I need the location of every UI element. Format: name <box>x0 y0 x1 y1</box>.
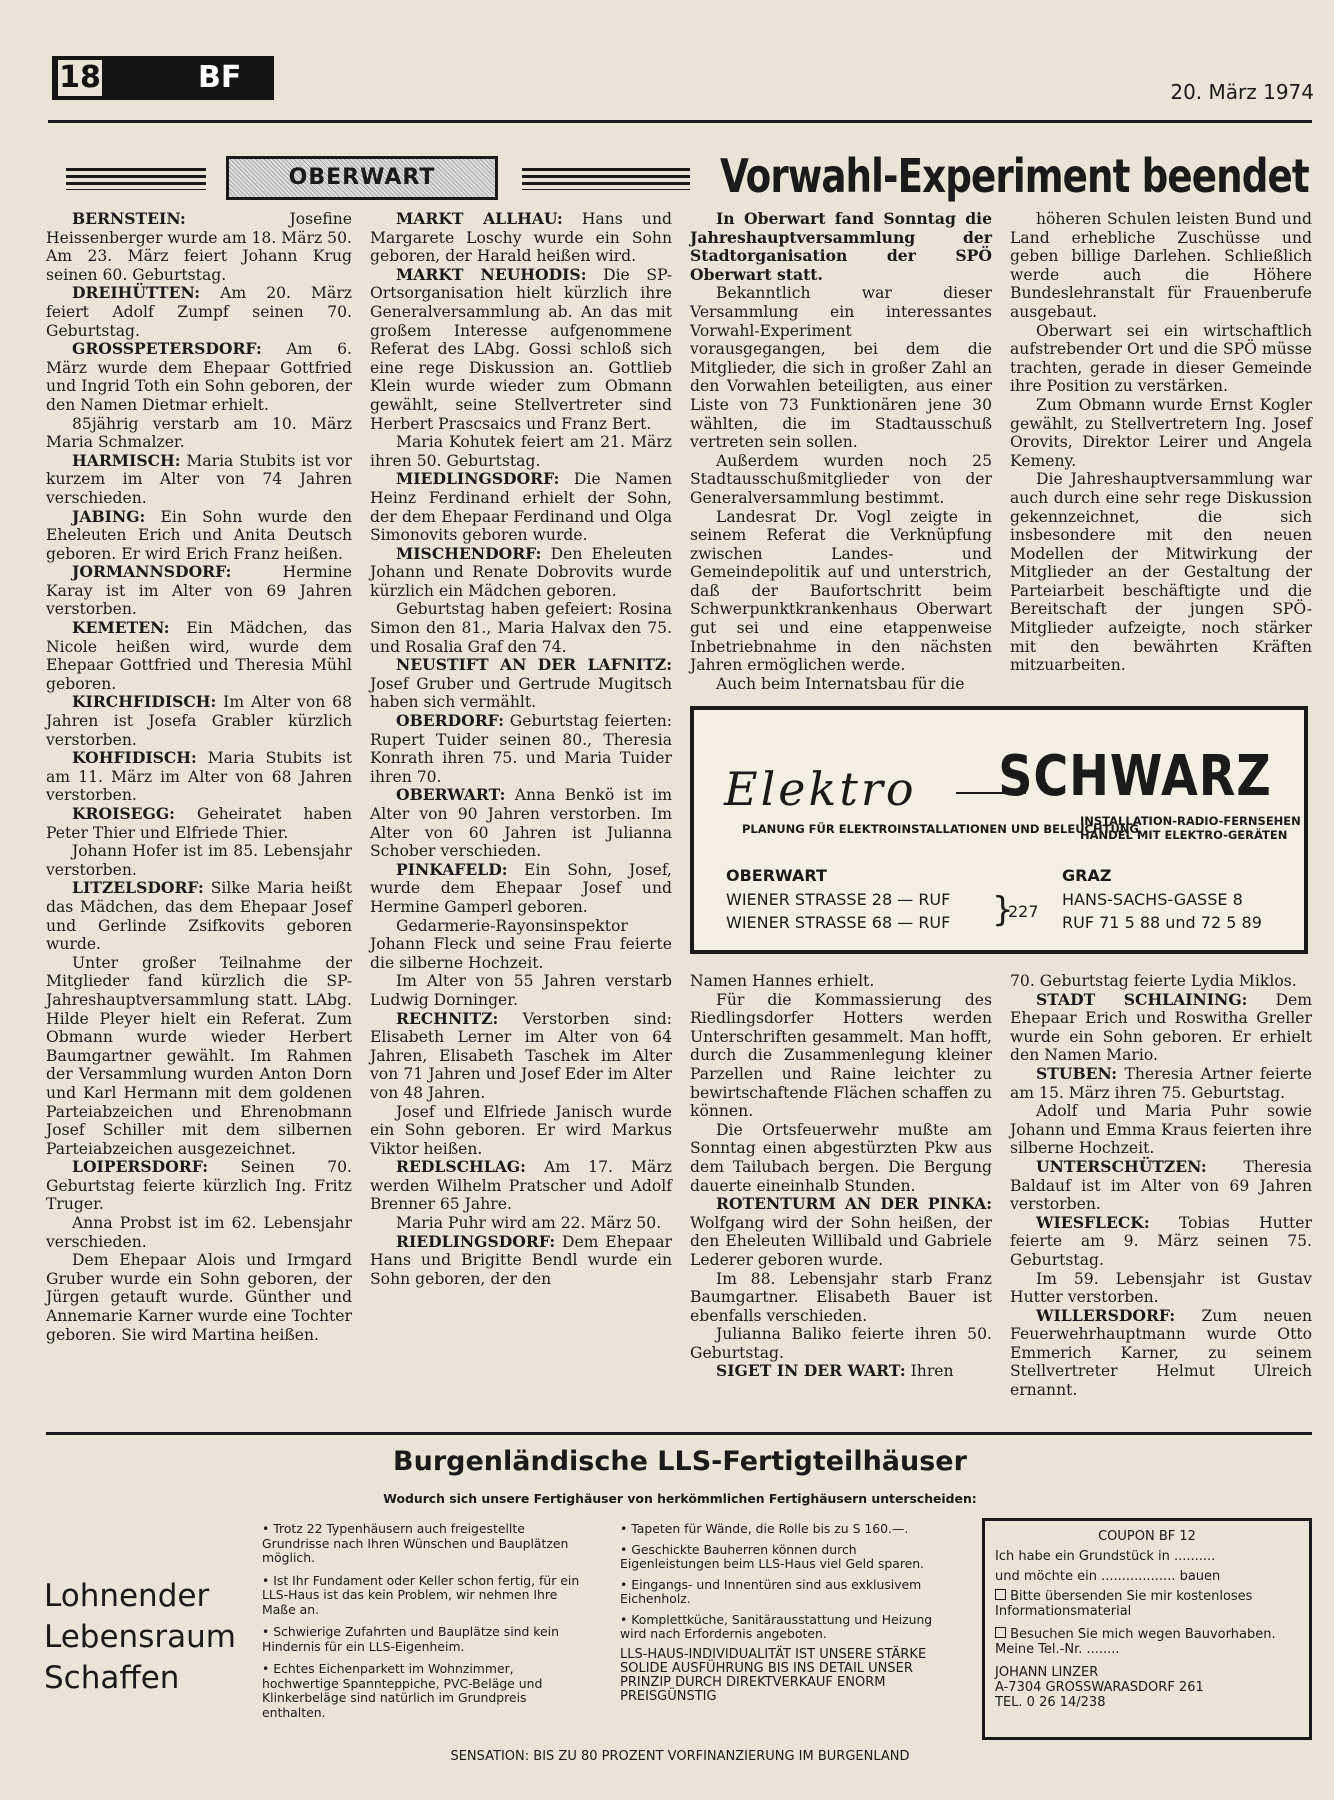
paragraph <box>690 1270 992 1326</box>
slogan-line-2: Lebensraum <box>44 1619 236 1655</box>
coupon-box <box>982 1518 1312 1740</box>
paragraph-text: Landesrat Dr. Vogl zeigte in seinem Referat die Verknüpfung zwischen Landes- und Gemeindepolitik auf und unterstrich, daß der Baufortschritt beim Schwerpunktkrankenhaus Oberwart gut sei und eine etappenweise Inbetriebnahme in den nächsten Jahren ermöglichen werde. <box>690 507 992 675</box>
paragraph <box>370 1158 672 1214</box>
place-name: RIEDLINGSDORF: <box>396 1231 556 1251</box>
lls-footer: SENSATION: BIS ZU 80 PROZENT VORFINANZIERUNG IM BURGENLAND <box>450 1749 910 1764</box>
paragraph-text: Tobias Hutter feierte am 9. März seinen 75. Geburtstag. <box>1010 1213 1312 1269</box>
paragraph <box>370 266 672 433</box>
paragraph <box>46 284 352 340</box>
paragraph <box>370 1233 672 1289</box>
ad-left-line-2: WIENER STRASSE 68 — RUF <box>726 913 951 932</box>
paragraph <box>1010 972 1312 991</box>
checkbox-icon <box>995 1589 1006 1600</box>
paragraph-text: Maria Stubits ist vor kurzem im Alter von 74 Jahren verschieden. <box>46 451 352 507</box>
place-name: KOHFIDISCH: <box>72 748 197 768</box>
paragraph <box>46 340 352 414</box>
paragraph-text: Josefine Heissenberger wurde am 18. März 50. Am 23. März feiert Johann Krug seinen 60. Geburtstag. <box>46 210 352 284</box>
paragraph-text: Anna Benkö ist im Alter von 90 Jahren verstorben. Im Alter von 60 Jahren ist Julianna Schober verschieden. <box>370 786 672 861</box>
place-name: UNTERSCHÜTZEN: <box>1036 1156 1207 1176</box>
paragraph-text: 70. Geburtstag feierte Lydia Miklos. <box>1010 972 1297 990</box>
place-name: SIGET IN DER WART: <box>716 1361 906 1381</box>
list-item: • Geschickte Bauherren können durch Eigenleistungen beim LLS-Haus viel Geld sparen. <box>620 1541 925 1571</box>
coupon-address-1: JOHANN LINZER <box>995 1665 1099 1680</box>
paragraph-text: Adolf und Maria Puhr sowie Johann und Emma Kraus feierten ihre silberne Hochzeit. <box>1010 1102 1312 1158</box>
place-name: DREIHÜTTEN: <box>72 283 200 303</box>
paragraph-text: Dem Ehepaar Alois und Irmgard Gruber wurde ein Sohn geboren, der Jürgen getauft wurde. Günther und Annemarie Karner wurde eine Tochter geboren. Sie wird Martina heißen. <box>46 1251 352 1344</box>
ad-right-city: GRAZ <box>1062 866 1112 885</box>
paragraph-text: Bekanntlich war dieser Versammlung ein interessantes Vorwahl-Experiment vorausgegangen, bei dem die Mitglieder, die sich in großer Zahl an den Vorwahlen beteiligten, aus einer Liste von 73 Funktionären jene 30 wählten, die im Stadtausschuß vertreten sein sollen. <box>690 284 992 452</box>
paragraph <box>46 693 352 749</box>
place-name: LITZELSDORF: <box>72 878 204 898</box>
paragraph-text: Ein Mädchen, das Nicole heißen wird, wurde dem Ehepaar Gottfried und Theresia Mühl geboren. <box>46 619 352 693</box>
paragraph <box>1010 1158 1312 1214</box>
paragraph <box>46 452 352 508</box>
paragraph <box>1010 470 1312 675</box>
list-item: • Echtes Eichenparkett im Wohnzimmer, hochwertige Spannteppiche, PVC-Beläge und Klinkerbeläge sind natürlich im Grundpreis enthalten. <box>262 1661 543 1720</box>
section-stripes-left <box>66 168 206 190</box>
paragraph <box>370 1214 672 1233</box>
checkbox-icon <box>995 1627 1006 1638</box>
paragraph-text: Josef Gruber und Gertrude Mugitsch haben sich vermählt. <box>370 674 672 712</box>
paragraph <box>690 1121 992 1195</box>
paragraph-text: Im Alter von 55 Jahren verstarb Ludwig Dorninger. <box>370 972 672 1009</box>
paragraph-text: Die SP-Ortsorganisation hielt kürzlich ihre Generalversammlung ab. An das mit großem Interesse aufgenommene Referat des LAbg. Gossi schloß sich eine rege Diskussion an. Gottlieb Klein wurde wieder zum Obmann gewählt, seine Stellvertreter sind Herbert Prascsaics und Franz Bert. <box>370 265 672 433</box>
paragraph <box>46 508 352 564</box>
paragraph <box>1010 210 1312 322</box>
paragraph <box>1010 1214 1312 1270</box>
paragraph-text: Hans und Margarete Loschy wurde ein Sohn geboren, der Harald heißen wird. <box>370 210 672 266</box>
paragraph <box>690 508 992 675</box>
ad-right-line-2: RUF 71 5 88 und 72 5 89 <box>1062 913 1262 932</box>
section-stripes-right <box>522 168 690 190</box>
paragraph-text: Dem Ehepaar Erich und Roswitha Greller wurde ein Sohn geboren. Er erhielt den Namen Mario. <box>1010 990 1312 1065</box>
paragraph-text: Geburtstag feierten: Rupert Tuider seinen 80., Theresia Konrath ihren 75. und Maria Tuider ihren 70. <box>370 712 672 786</box>
paragraph <box>46 842 352 879</box>
paragraph-text: Die Namen Heinz Ferdinand erhielt der Sohn, der dem Ehepaar Ferdinand und Olga Simonovits geboren wurde. <box>370 470 672 545</box>
paragraph-text: Anna Probst ist im 62. Lebensjahr verschieden. <box>46 1214 352 1251</box>
paragraph <box>370 545 672 601</box>
news-column-2 <box>370 210 672 1288</box>
place-name: MARKT NEUHODIS: <box>396 264 587 284</box>
paragraph-text: Gedarmerie-Rayonsinspektor Johann Fleck und seine Frau feierte die silberne Hochzeit. <box>370 916 672 972</box>
elektro-schwarz-ad <box>690 706 1308 954</box>
paragraph-text: Josef und Elfriede Janisch wurde ein Sohn geboren. Er wird Markus Viktor heißen. <box>370 1102 672 1158</box>
paragraph <box>46 954 352 1159</box>
ad-left-city: OBERWART <box>726 866 827 885</box>
paragraph <box>1010 396 1312 470</box>
section-label-box <box>226 156 498 200</box>
paragraph-text: Oberwart sei ein wirtschaftlich aufstrebender Ort und die SPÖ müsse trachten, gerade in dieser Gemeinde ihre Position zu verstärken. <box>1010 321 1312 396</box>
paragraph-text: Am 6. März wurde dem Ehepaar Gottfried und Ingrid Toth ein Sohn geboren, der den Namen Dietmar erhielt. <box>46 340 352 414</box>
paragraph-text: Ein Sohn wurde den Eheleuten Erich und Anita Deutsch geboren. Er wird Erich Franz heißen. <box>46 507 352 563</box>
paragraph <box>46 210 352 284</box>
paragraph <box>690 1195 992 1269</box>
paragraph-text: Maria Kohutek feiert am 21. März ihren 50. Geburtstag. <box>370 433 672 470</box>
paragraph-text: Am 20. März feiert Adolf Zumpf seinen 70. Geburtstag. <box>46 284 352 340</box>
place-name: GROSSPETERSDORF: <box>72 339 262 359</box>
ad-top-rule <box>46 1432 1312 1435</box>
paragraph-text: In Oberwart fand Sonntag die Jahreshauptversammlung der Stadtorganisation der SPÖ Oberwart statt. <box>690 209 992 284</box>
place-name: ROTENTURM AN DER PINKA: <box>716 1194 992 1214</box>
coupon-check-1: Bitte übersenden Sie mir kostenloses Informationsmaterial <box>995 1589 1253 1619</box>
place-name: NEUSTIFT AN DER LAFNITZ: <box>396 655 672 675</box>
paragraph <box>370 656 672 712</box>
paragraph-text: Im Alter von 68 Jahren ist Josefa Grabler kürzlich verstorben. <box>46 693 352 749</box>
slogan-line-1: Lohnender <box>44 1578 210 1614</box>
paragraph <box>370 1010 672 1103</box>
place-name: RECHNITZ: <box>396 1008 499 1028</box>
ad-left-line-1: WIENER STRASSE 28 — RUF <box>726 890 951 909</box>
paragraph <box>46 749 352 805</box>
place-name: KEMETEN: <box>72 618 170 638</box>
paragraph <box>370 433 672 470</box>
paragraph-text: Außerdem wurden noch 25 Stadtausschußmitglieder von der Generalversammlung bestimmt. <box>690 451 992 507</box>
paragraph <box>370 712 672 786</box>
paragraph <box>370 917 672 973</box>
lls-feature-list-1 <box>262 1522 592 1720</box>
paragraph <box>46 1214 352 1251</box>
coupon-line-1: Ich habe ein Grundstück in .......... <box>995 1549 1216 1564</box>
list-item: • Trotz 22 Typenhäusern auch freigestellte Grundrisse nach Ihren Wünschen und Bauplätzen möglich. <box>262 1521 569 1565</box>
paragraph <box>370 210 672 266</box>
paragraph-text: höheren Schulen leisten Bund und Land erhebliche Zuschüsse und geben billige Darlehen. Schließlich werde auch die Höhere Bundeslehranstalt für Frauenberufe ausgebaut. <box>1010 210 1312 321</box>
paragraph <box>690 284 992 451</box>
headline: Vorwahl-Experiment beendet <box>720 149 1309 203</box>
coupon-address-2: A-7304 GROSSWARASDORF 261 <box>995 1680 1204 1695</box>
list-item: • Ist Ihr Fundament oder Keller schon fertig, für ein LLS-Haus ist das kein Problem, wir nehmen Ihre Maße an. <box>262 1572 580 1617</box>
paragraph <box>46 619 352 693</box>
paragraph-text: Verstorben sind: Elisabeth Lerner im Alter von 64 Jahren, Elisabeth Taschek im Alter von 71 Jahren und Josef Eder im Alter von 48 Jahren. <box>370 1009 672 1102</box>
page-header-badge <box>52 56 274 100</box>
coupon-check-2: Besuchen Sie mich wegen Bauvorhaben. Meine Tel.-Nr. ........ <box>995 1627 1276 1657</box>
ad-tagline-right-2: HANDEL MIT ELEKTRO-GERÄTEN <box>1080 828 1288 842</box>
paragraph <box>370 600 672 656</box>
paragraph <box>370 1103 672 1159</box>
place-name: OBERWART: <box>396 785 506 805</box>
newspaper-code: BF <box>198 60 242 95</box>
place-name: REDLSCHLAG: <box>396 1157 526 1177</box>
lls-ad-subtitle: Wodurch sich unsere Fertighäuser von herkömmlichen Fertighäusern unterscheiden: <box>383 1491 977 1506</box>
news-column-1 <box>46 210 352 1344</box>
place-name: BERNSTEIN: <box>72 209 186 228</box>
paragraph <box>370 861 672 917</box>
article-column-2 <box>1010 210 1312 675</box>
header-rule <box>48 120 1312 123</box>
paragraph <box>690 1362 992 1381</box>
paragraph-text: Die Jahreshauptversammlung war auch durch eine sehr rege Diskussion gekennzeichnet, die sich insbesondere mit den neuen Modellen der Mitwirkung der Mitglieder an der Gestaltung der Parteiarbeit beschäftigte und die Bereitschaft der jungen SPÖ-Mitglieder aufzeigte, noch stärker mit den bewährten Kräften mitzuarbeiten. <box>1010 470 1312 675</box>
paragraph <box>690 991 992 1121</box>
place-name: LOIPERSDORF: <box>72 1157 209 1177</box>
place-name: HARMISCH: <box>72 450 181 470</box>
paragraph-text: Zum neuen Feuerwehrhauptmann wurde Otto Emmerich Karner, zu seinem Stellvertreter Helmut Ulreich ernannt. <box>1010 1306 1312 1400</box>
paragraph <box>370 972 672 1009</box>
news-column-3 <box>690 972 992 1381</box>
paragraph <box>1010 1270 1312 1307</box>
paragraph-text: Maria Puhr wird am 22. März 50. <box>396 1214 662 1233</box>
place-name: MISCHENDORF: <box>396 543 542 563</box>
paragraph <box>690 210 992 284</box>
paragraph-text: Seinen 70. Geburtstag feierte kürzlich Ing. Fritz Truger. <box>46 1158 352 1214</box>
issue-date: 20. März 1974 <box>1170 80 1314 104</box>
paragraph <box>1010 322 1312 396</box>
paragraph <box>46 563 352 619</box>
place-name: STADT SCHLAINING: <box>1036 989 1248 1009</box>
place-name: KROISEGG: <box>72 804 175 823</box>
lls-slogan <box>44 1576 236 1699</box>
list-item: • Tapeten für Wände, die Rolle bis zu S 160.—. <box>620 1521 909 1536</box>
coupon-address-3: TEL. 0 26 14/238 <box>995 1695 1106 1710</box>
paragraph-text: Theresia Baldauf ist im Alter von 69 Jahren verstorben. <box>1010 1157 1312 1214</box>
coupon-title: COUPON BF 12 <box>1098 1529 1196 1544</box>
article-column-1 <box>690 210 992 693</box>
list-item: • Schwierige Zufahrten und Bauplätze sind kein Hindernis für ein LLS-Eigenheim. <box>262 1624 559 1654</box>
paragraph-text: Den Eheleuten Johann und Renate Dobrovits wurde kürzlich ein Mädchen geboren. <box>370 544 672 600</box>
paragraph <box>370 786 672 860</box>
place-name: WILLERSDORF: <box>1036 1305 1176 1325</box>
paragraph <box>1010 1102 1312 1158</box>
place-name: JABING: <box>72 506 146 526</box>
ad-tagline-right-1: INSTALLATION-RADIO-FERNSEHEN <box>1080 814 1301 828</box>
paragraph-text: Im 59. Lebensjahr ist Gustav Hutter verstorben. <box>1010 1269 1312 1307</box>
section-label: OBERWART <box>288 165 436 190</box>
ad-phone: 227 <box>1008 902 1039 921</box>
paragraph <box>46 1158 352 1214</box>
paragraph <box>1010 1065 1312 1102</box>
paragraph-text: Geburtstag haben gefeiert: Rosina Simon den 81., Maria Halvax den 75. und Rosalia Graf den 74. <box>370 600 672 656</box>
paragraph-text: Auch beim Internatsbau für die <box>716 674 965 693</box>
paragraph-text: Theresia Artner feierte am 15. März ihren 75. Geburtstag. <box>1010 1064 1312 1102</box>
paragraph <box>690 452 992 508</box>
paragraph-text: Die Ortsfeuerwehr mußte am Sonntag einen abgestürzten Pkw aus dem Tailubach bergen. Die Bergung dauerte eineinhalb Stunden. <box>690 1120 992 1195</box>
page-number: 18 <box>59 60 101 95</box>
paragraph <box>690 972 992 991</box>
paragraph <box>46 879 352 953</box>
place-name: STUBEN: <box>1036 1063 1117 1083</box>
place-name: WIESFLECK: <box>1036 1212 1150 1232</box>
paragraph-text: Unter großer Teilnahme der Mitglieder fand kürzlich die SP-Jahreshauptversammlung statt. LAbg. Hilde Pleyer hielt ein Referat. Zum Obmann wurde wieder Herbert Baumgartner gewählt. Im Rahmen der Versammlung wurden Anton Dorn und Karl Hermann mit dem goldenen Parteiabzeichen und Ehrenobmann Josef Schiller mit dem silbernen Parteiabzeichen ausgezeichnet. <box>46 953 352 1158</box>
place-name: JORMANNSDORF: <box>72 562 232 582</box>
list-item: • Eingangs- und Innentüren sind aus exklusivem Eichenholz. <box>620 1576 922 1606</box>
paragraph-text: Zum Obmann wurde Ernst Kogler gewählt, zu Stellvertretern Ing. Josef Orovits, Direktor Leirer und Angela Kemeny. <box>1010 395 1312 470</box>
paragraph-text: Ein Sohn, Josef, wurde dem Ehepaar Josef und Hermine Gamperl geboren. <box>370 860 672 916</box>
paragraph <box>690 675 992 694</box>
list-item: • Komplettküche, Sanitärausstattung und Heizung wird nach Erfordernis angeboten. <box>620 1611 933 1641</box>
paragraph-text: Für die Kommassierung des Riedlingsdorfer Hotters werden Unterschriften gesammelt. Man hofft, durch die Zusammenlegung kleiner Parzellen und Raine leichter zu bewirtschaftende Flächen schaffen zu können. <box>690 990 992 1121</box>
paragraph <box>46 1251 352 1344</box>
slogan-line-3: Schaffen <box>44 1660 180 1696</box>
paragraph-text: Dem Ehepaar Hans und Brigitte Bendl wurde ein Sohn geboren, der den <box>370 1232 672 1288</box>
paragraph-text: Namen Hannes erhielt. <box>690 972 875 990</box>
paragraph-text: Im 88. Lebensjahr starb Franz Baumgartner. Elisabeth Bauer ist ebenfalls verschieden. <box>690 1269 992 1325</box>
paragraph-text: Maria Stubits ist am 11. März im Alter von 68 Jahren verstorben. <box>46 749 352 805</box>
ad-tagline-left: PLANUNG FÜR ELEKTROINSTALLATIONEN UND BELEUCHTUNG <box>742 822 1139 836</box>
paragraph-text: Am 17. März werden Wilhelm Pratscher und Adolf Brenner 65 Jahre. <box>370 1158 672 1214</box>
paragraph-text: Silke Maria heißt das Mädchen, das dem Ehepaar Josef und Gerlinde Zsifkovits geboren wurde. <box>46 879 352 954</box>
paragraph-text: Wolfgang wird der Sohn heißen, der den Eheleuten Willibald und Gabriele Lederer geboren wurde. <box>690 1213 992 1269</box>
place-name: MIEDLINGSDORF: <box>396 469 560 489</box>
place-name: MARKT ALLHAU: <box>396 209 563 228</box>
lls-caps-text: LLS-HAUS-INDIVIDUALITÄT IST UNSERE STÄRKE SOLIDE AUSFÜHRUNG BIS INS DETAIL UNSER PRINZIP DURCH DIREKTVERKAUF ENORM PREISGÜNSTIG <box>620 1646 927 1704</box>
ad-company-name: SCHWARZ <box>998 744 1272 809</box>
paragraph <box>370 470 672 544</box>
place-name: KIRCHFIDISCH: <box>72 692 217 712</box>
paragraph-text: 85jährig verstarb am 10. März Maria Schmalzer. <box>46 414 352 452</box>
paragraph <box>690 1325 992 1362</box>
lls-feature-list-2 <box>620 1522 960 1704</box>
paragraph-text: Johann Hofer ist im 85. Lebensjahr verstorben. <box>46 842 352 879</box>
paragraph-text: Geheiratet haben Peter Thier und Elfriede Thier. <box>46 805 352 842</box>
news-column-4 <box>1010 972 1312 1400</box>
ad-brace: } <box>992 890 1014 930</box>
paragraph-text: Hermine Karay ist im Alter von 69 Jahren verstorben. <box>46 563 352 619</box>
paragraph <box>1010 991 1312 1065</box>
paragraph <box>46 415 352 452</box>
place-name: PINKAFELD: <box>396 859 508 879</box>
paragraph <box>1010 1307 1312 1400</box>
place-name: OBERDORF: <box>396 711 504 731</box>
coupon-line-2: und möchte ein .................. bauen <box>995 1569 1221 1584</box>
ad-script-logo: Elektro <box>724 762 917 816</box>
ad-right-line-1: HANS-SACHS-GASSE 8 <box>1062 890 1243 909</box>
paragraph <box>46 805 352 842</box>
paragraph-text: Ihren <box>905 1362 954 1381</box>
paragraph-text: Julianna Baliko feierte ihren 50. Geburtstag. <box>690 1325 992 1362</box>
lls-ad-title: Burgenländische LLS-Fertigteilhäuser <box>393 1446 967 1477</box>
